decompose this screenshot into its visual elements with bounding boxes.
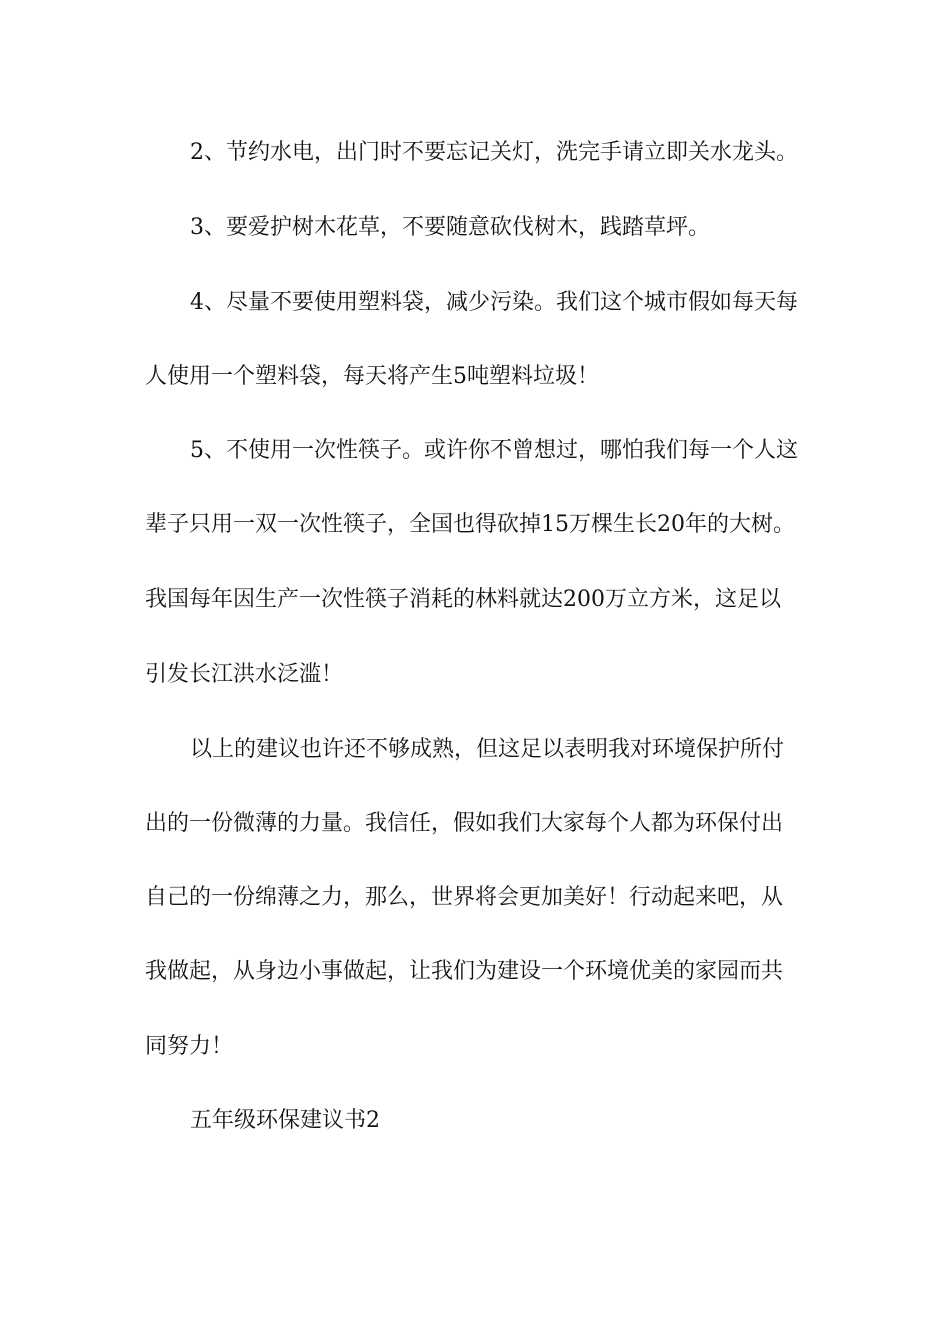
suggestion-5-line-2: 辈子只用一双一次性筷子，全国也得砍掉15万棵生长20年的大树。 [145, 512, 795, 537]
suggestion-5-line-1: 5、不使用一次性筷子。或许你不曾想过，哪怕我们每一个人这 [190, 438, 798, 463]
suggestion-5-line-3: 我国每年因生产一次性筷子消耗的林料就达200万立方米，这足以 [145, 587, 781, 612]
suggestion-4-line-1: 4、尽量不要使用塑料袋，减少污染。我们这个城市假如每天每 [190, 290, 798, 315]
conclusion-line-5: 同努力！ [145, 1034, 234, 1059]
suggestion-3-line: 3、要爱护树木花草，不要随意砍伐树木，践踏草坪。 [190, 215, 710, 240]
suggestion-5-line-4: 引发长江洪水泛滥！ [145, 662, 344, 687]
section-heading: 五年级环保建议书2 [190, 1108, 380, 1133]
conclusion-line-2: 出的一份微薄的力量。我信任，假如我们大家每个人都为环保付出 [145, 811, 784, 836]
conclusion-line-1: 以上的建议也许还不够成熟，但这足以表明我对环境保护所付 [190, 737, 785, 762]
conclusion-line-4: 我做起，从身边小事做起，让我们为建设一个环境优美的家园而共 [145, 959, 784, 984]
suggestion-2-line: 2、节约水电，出门时不要忘记关灯，洗完手请立即关水龙头。 [190, 140, 798, 165]
suggestion-4-line-2: 人使用一个塑料袋，每天将产生5吨塑料垃圾！ [145, 364, 599, 389]
conclusion-line-3: 自己的一份绵薄之力，那么，世界将会更加美好！行动起来吧，从 [145, 885, 784, 910]
